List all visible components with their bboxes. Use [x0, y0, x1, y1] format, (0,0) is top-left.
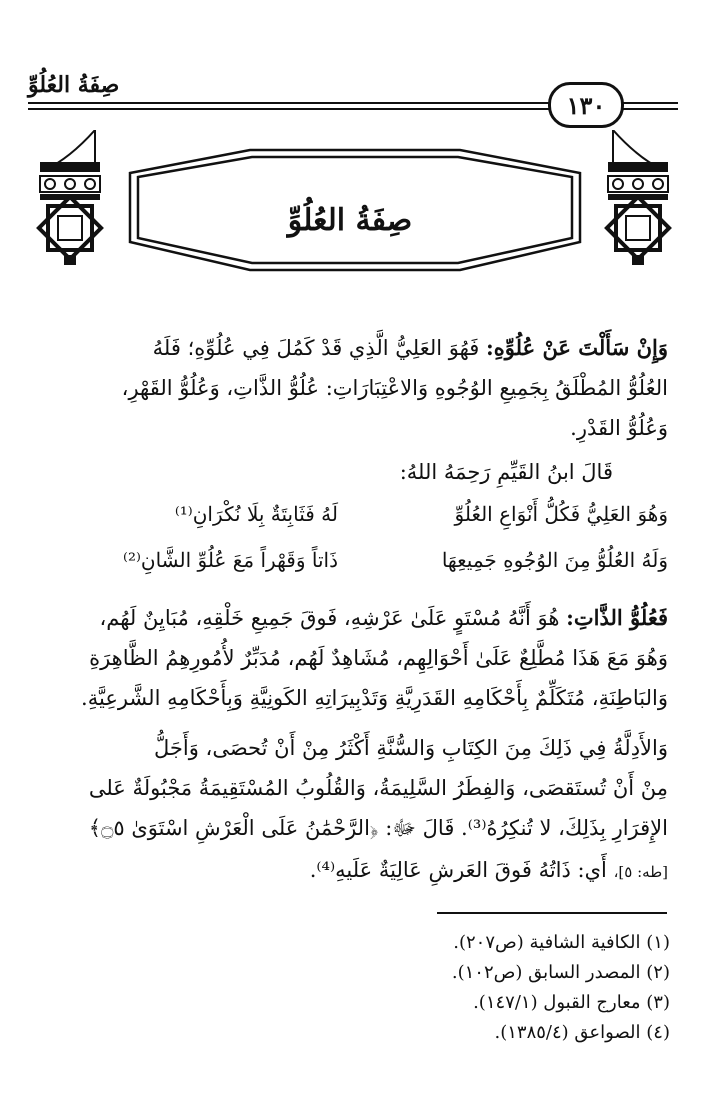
verse-1-second-hemistich: لَهُ فَثَابِتَةٌ بِلَا نُكْرَانِ⁽¹⁾ [174, 502, 338, 526]
page-number: ١٣٠ [548, 82, 624, 128]
paragraph-2-line-2: وَهُوَ مَعَ هَذَا مُطَّلِعٌ عَلَىٰ أَحْوَالِهِم، مُشَاهِدٌ لَهُم، مُدَبِّرٌ لأُمُورِهِمُ الظَّاهِرَةِ [89, 646, 668, 670]
verse-1-first-hemistich: وَهُوَ العَلِيُّ فَكُلُّ أَنْوَاعِ العُلُوِّ [454, 502, 668, 526]
paragraph-1-lead: وَإِنْ سَأَلْتَ عَنْ عُلُوِّهِ: [486, 335, 668, 360]
paragraph-1-line-2: العُلُوُّ المُطْلَقُ بِجَمِيعِ الوُجُوهِ وَالاعْتِبَارَاتِ: عُلُوُّ الذَّاتِ، وَعُلُوُّ القَهْرِ، [121, 376, 668, 400]
footnote-divider [437, 912, 667, 914]
footnote-4: (٤) الصواعق (١٣٨٥/٤). [494, 1022, 670, 1043]
paragraph-3-line-4-text: أَي: ذَاتُهُ فَوقَ العَرشِ عَالِيَةٌ عَلَيهِ⁽⁴⁾. [309, 858, 607, 882]
verse-2-first-hemistich: وَلَهُ العُلُوُّ مِنَ الوُجُوهِ جَمِيعِهَا [441, 548, 668, 572]
quote-intro: قَالَ ابنُ القَيِّمِ رَحِمَهُ اللهُ: [399, 460, 613, 484]
paragraph-3-line-3: الإِقرَارِ بِذَلِكَ، لا تُنكِرُهُ⁽³⁾. قَالَ ﷻ: ﴿الرَّحْمَٰنُ عَلَى الْعَرْشِ اسْتَوَىٰ ۝٥﴾ [88, 816, 668, 840]
footnote-2: (٢) المصدر السابق (ص١٠٢). [451, 962, 670, 983]
quran-reference: [طه: ٥]، [613, 863, 668, 881]
paragraph-1-line-3: وَعُلُوُّ القَدْرِ. [570, 416, 668, 440]
paragraph-3-line-1: وَالأَدِلَّةُ فِي ذَلِكَ مِنَ الكِتَابِ وَالسُّنَّةِ أَكْثَرُ مِنْ أَنْ تُحصَى، وَأَجَلُّ [154, 736, 668, 760]
paragraph-2-line-1 [58, 598, 668, 638]
running-title: صِفَةُ العُلُوِّ [28, 72, 120, 98]
verse-2-second-hemistich: ذَاتاً وَقَهْراً مَعَ عُلُوِّ الشَّانِ⁽²⁾ [123, 548, 338, 572]
paragraph-2-text: هُوَ أَنَّهُ مُسْتَوٍ عَلَىٰ عَرْشِهِ، فَوقَ جَمِيعِ خَلْقِهِ، مُبَايِنٌ لَهُم، [99, 606, 560, 630]
paragraph-2-line-3: وَالبَاطِنَةِ، مُتَكَلِّمٌ بِأَحْكَامِهِ القَدَرِيَّةِ وَتَدْبِيرَاتِهِ الكَونِيَّةِ وَبِأَحْكَامِهِ الشَّرعِيَّةِ. [81, 686, 668, 710]
chapter-title: صِفَةُ العُلُوِّ [287, 203, 413, 238]
footnote-3: (٣) معارج القبول (١٤٧/١). [473, 992, 670, 1013]
verse-1 [48, 502, 668, 542]
right-tower-ornament [607, 130, 669, 265]
paragraph-3-line-2: مِنْ أَنْ تُستَقصَى، وَالفِطَرُ السَّلِيمَةُ، وَالقُلُوبُ المُسْتَقِيمَةُ مَجْبُولَةٌ عَلى [88, 776, 668, 800]
paragraph-1-line-1 [58, 328, 668, 368]
paragraph-3-line-4 [58, 850, 668, 892]
paragraph-1-text: فَهُوَ العَلِيُّ الَّذِي قَدْ كَمُلَ فِي عُلُوِّهِ؛ فَلَهُ [152, 336, 480, 360]
paragraph-2-lead: فَعُلُوُّ الذَّاتِ: [566, 605, 668, 630]
footnote-1: (١) الكافية الشافية (ص٢٠٧). [453, 932, 670, 953]
left-tower-ornament [39, 130, 101, 265]
verse-2 [48, 548, 668, 588]
